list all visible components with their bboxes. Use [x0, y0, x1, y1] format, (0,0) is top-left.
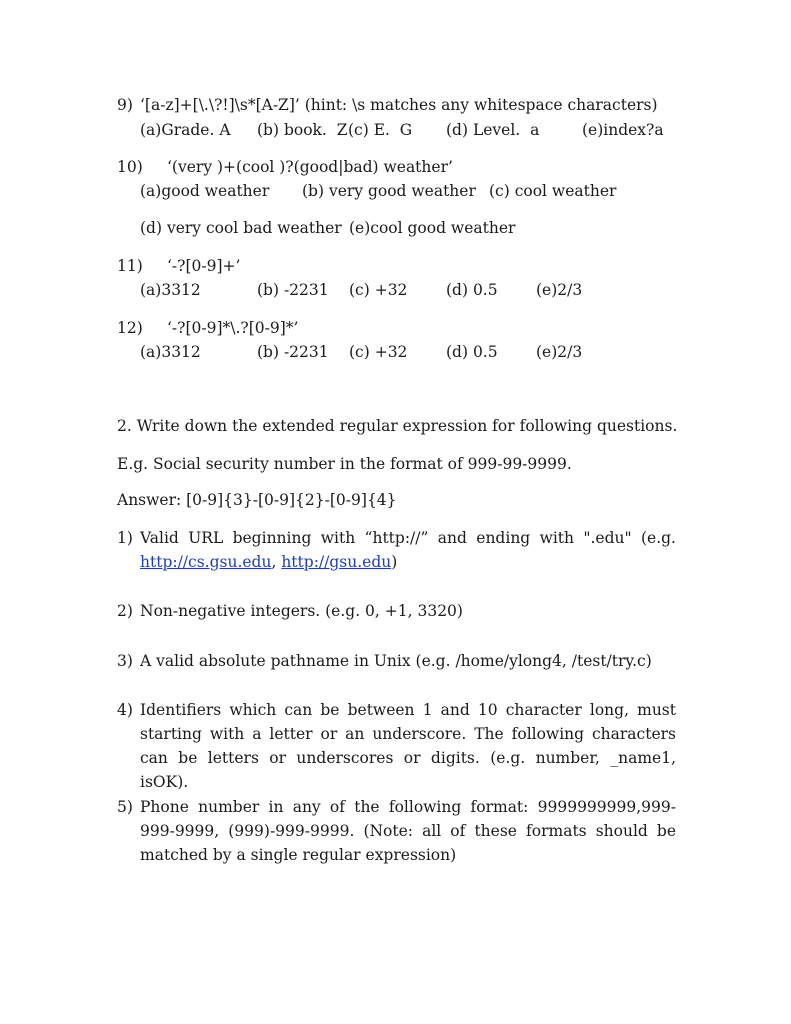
item-4-number: 4)	[117, 701, 133, 719]
question-11-option-a: (a)3312	[140, 281, 201, 299]
question-12-option-a: (a)3312	[140, 343, 201, 361]
item-2-text: Non-negative integers. (e.g. 0, +1, 3320)	[140, 602, 463, 620]
link-gsu-edu[interactable]: http://gsu.edu	[281, 553, 392, 571]
item-3-number: 3)	[117, 652, 133, 670]
question-12-pattern: ‘-?[0-9]*\.?[0-9]*’	[167, 319, 299, 337]
question-12-option-b: (b) -2231	[257, 343, 329, 361]
item-4-text: Identifiers which can be between 1 and 10 character long, must starting with a letter or an underscore. The following characters can be letters or underscores or digits. (e.g. number, _name1, isOK).	[140, 701, 676, 791]
item-3-text: A valid absolute pathname in Unix (e.g. /home/ylong4, /test/try.c)	[140, 652, 652, 670]
question-12-number: 12)	[117, 319, 143, 337]
question-12-option-d: (d) 0.5	[446, 343, 498, 361]
question-12-option-c: (c) +32	[349, 343, 408, 361]
question-9-option-e: (e)index?a	[582, 121, 664, 139]
item-5-text: Phone number in any of the following format: 9999999999,999-999-9999, (999)-999-9999. (Note: all of these formats should be matched by a single regular expression)	[140, 798, 676, 864]
question-10-option-d: (d) very cool bad weather	[140, 219, 342, 237]
item-5-number: 5)	[117, 798, 133, 816]
question-11-option-c: (c) +32	[349, 281, 408, 299]
question-9-option-b: (b) book. Z	[257, 121, 348, 139]
question-10-option-c: (c) cool weather	[489, 182, 617, 200]
question-12-option-e: (e)2/3	[536, 343, 583, 361]
item-1-number: 1)	[117, 529, 133, 547]
question-10-option-a: (a)good weather	[140, 182, 270, 200]
question-9-number: 9)	[117, 96, 133, 114]
question-11-number: 11)	[117, 257, 143, 275]
link-cs-gsu-edu[interactable]: http://cs.gsu.edu	[140, 553, 272, 571]
item-2-number: 2)	[117, 602, 133, 620]
section-2-example: E.g. Social security number in the format of 999-99-9999.	[117, 455, 572, 473]
item-1-close-paren: )	[391, 553, 398, 571]
question-9-option-c: (c) E. G	[348, 121, 413, 139]
question-11-option-e: (e)2/3	[536, 281, 583, 299]
question-10-option-b: (b) very good weather	[302, 182, 476, 200]
question-9-pattern: ‘[a-z]+[\.\?!]\s*[A-Z]’ (hint: \s matches any whitespace characters)	[140, 96, 658, 114]
question-9-option-d: (d) Level. a	[446, 121, 540, 139]
question-10-pattern: ‘(very )+(cool )?(good|bad) weather’	[167, 158, 453, 176]
section-2-heading: 2. Write down the extended regular expression for following questions.	[117, 417, 678, 435]
item-1-separator: ,	[271, 553, 282, 571]
question-10-option-e: (e)cool good weather	[349, 219, 516, 237]
question-11-pattern: ‘-?[0-9]+’	[167, 257, 241, 275]
question-11-option-b: (b) -2231	[257, 281, 329, 299]
question-10-number: 10)	[117, 158, 143, 176]
question-11-option-d: (d) 0.5	[446, 281, 498, 299]
item-1-line1: Valid URL beginning with “http://” and ending with ".edu" (e.g.	[140, 529, 676, 547]
section-2-answer: Answer: [0-9]{3}-[0-9]{2}-[0-9]{4}	[117, 491, 397, 509]
item-1-examples	[140, 552, 397, 572]
question-9-option-a: (a)Grade. A	[140, 121, 231, 139]
